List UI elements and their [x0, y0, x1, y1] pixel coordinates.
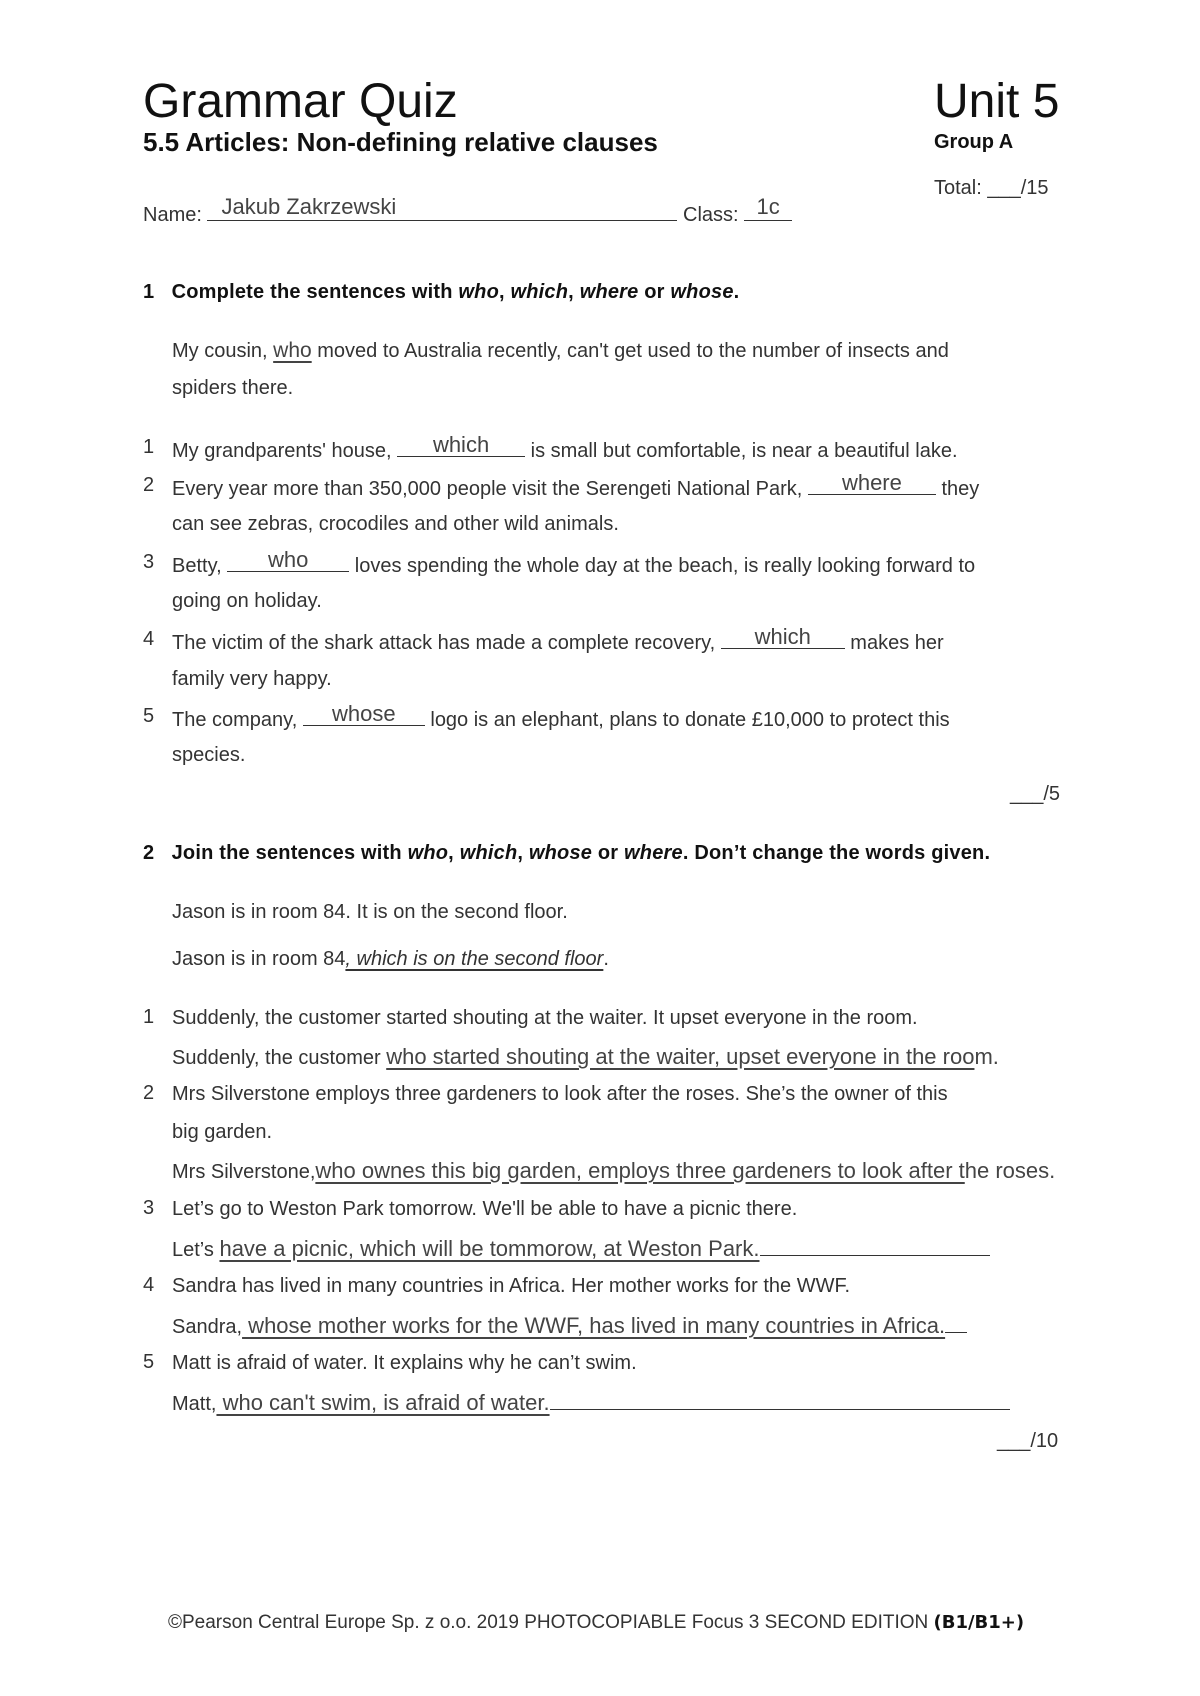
section1-number: 1 — [143, 281, 155, 303]
answer-blank-line — [760, 1235, 990, 1256]
class-label: Class: — [683, 204, 739, 226]
answer-value: who started shouting at the waiter, upset everyone in the roo — [386, 1044, 975, 1069]
footer — [168, 1612, 1024, 1634]
s1-item-5-line2: species. — [172, 744, 246, 766]
option-whose: whose — [670, 281, 734, 303]
separator: , — [448, 842, 460, 864]
s2-item-2-sentence-line2: big garden. — [172, 1121, 273, 1143]
option-where: where — [579, 281, 639, 303]
example-text: . — [603, 948, 609, 970]
answer-field[interactable] — [303, 700, 425, 726]
item-text: makes her — [844, 632, 944, 654]
prompt-text: Mrs Silverstone, — [172, 1161, 316, 1183]
answer-field[interactable] — [216, 1390, 549, 1415]
item-text: The victim of the shark attack has made a complete recovery, — [172, 632, 721, 654]
instruction-text: Join the sentences with — [171, 842, 408, 864]
answer-field[interactable] — [397, 431, 525, 457]
answer-field[interactable] — [808, 469, 936, 495]
answer-blank-line — [550, 1389, 1010, 1410]
answer-field[interactable] — [219, 1236, 759, 1261]
item-number: 1 — [143, 1006, 155, 1028]
name-value: Jakub Zakrzewski — [221, 193, 397, 219]
item-text: loves spending the whole day at the beach, is really looking forward to — [349, 555, 976, 577]
section2-score: ___/10 — [997, 1430, 1059, 1452]
separator: , — [517, 842, 529, 864]
s2-item-3-sentence: Let’s go to Weston Park tomorrow. We'll be able to have a picnic there. — [172, 1198, 798, 1220]
total-score: Total: ___/15 — [934, 177, 1049, 199]
answer-field[interactable] — [386, 1044, 974, 1069]
instruction-text: Complete the sentences with — [171, 281, 459, 303]
item-text: Betty, — [172, 555, 228, 577]
item-number: 3 — [143, 1197, 155, 1219]
answer-value: whose — [332, 700, 396, 726]
item-text: they — [935, 478, 980, 500]
item-text: is small but comfortable, is near a beautiful lake. — [525, 440, 958, 462]
answer-blank-line — [945, 1312, 967, 1333]
answer-value: who ownes this big garden, employs three gardeners to look after t — [315, 1158, 965, 1183]
group-label: Group A — [934, 131, 1014, 153]
option-which: which — [510, 281, 569, 303]
class-field[interactable] — [744, 193, 792, 221]
option-where: where — [624, 842, 683, 864]
s2-item-5-sentence: Matt is afraid of water. It explains why he can’t swim. — [172, 1352, 637, 1374]
item-number: 3 — [143, 551, 155, 573]
footer-copyright: ©Pearson Central Europe Sp. z o.o. 2019 PHOTOCOPIABLE Focus 3 SECOND EDITION — [168, 1612, 934, 1633]
option-which: which — [459, 842, 518, 864]
s2-item-4-answer-row — [172, 1312, 967, 1339]
s2-item-2-answer-row — [172, 1158, 1055, 1184]
answer-value: where — [841, 469, 902, 495]
item-number: 5 — [143, 1351, 155, 1373]
example-answer: who — [273, 339, 312, 362]
name-label: Name: — [143, 204, 202, 226]
prompt-text: Let’s — [172, 1239, 220, 1261]
item-text: The company, — [172, 709, 303, 731]
section2-example-line1: Jason is in room 84. It is on the second floor. — [172, 901, 568, 923]
option-who: who — [458, 281, 499, 303]
s1-item-2 — [172, 469, 980, 501]
example-text: moved to Australia recently, can't get used to the number of insects and — [311, 340, 949, 362]
item-text: Every year more than 350,000 people visit the Serengeti National Park, — [172, 478, 808, 500]
section2-instruction — [143, 842, 990, 865]
separator: . — [733, 281, 740, 303]
separator: , — [498, 281, 511, 303]
item-number: 2 — [143, 474, 155, 496]
option-whose: whose — [528, 842, 593, 864]
footer-level: (B1/B1+) — [933, 1612, 1025, 1633]
section2-example-line2 — [172, 947, 609, 971]
s1-item-4-line2: family very happy. — [172, 668, 332, 690]
name-field[interactable] — [207, 193, 677, 221]
item-number: 1 — [143, 436, 155, 458]
s2-item-5-answer-row — [172, 1389, 1010, 1416]
answer-tail: m. — [974, 1044, 999, 1069]
s1-item-3 — [172, 546, 976, 578]
separator: , — [568, 281, 580, 303]
answer-field[interactable] — [227, 546, 349, 572]
s2-item-1-answer-row — [172, 1044, 999, 1070]
prompt-text: Matt, — [172, 1393, 217, 1415]
page-subtitle: 5.5 Articles: Non-defining relative clauses — [143, 127, 658, 157]
example-text: Jason is in room 84 — [172, 948, 346, 970]
s2-item-4-sentence: Sandra has lived in many countries in Africa. Her mother works for the WWF. — [172, 1275, 851, 1297]
answer-value: which — [432, 431, 490, 457]
answer-field[interactable] — [721, 623, 845, 649]
answer-value: have a picnic, which will be tommorow, at Weston Park. — [219, 1236, 760, 1261]
s1-item-1 — [172, 431, 958, 463]
class-value: 1c — [756, 193, 780, 219]
item-text: My grandparents' house, — [172, 440, 398, 462]
section2-number: 2 — [143, 842, 155, 864]
item-number: 2 — [143, 1082, 155, 1104]
separator: or — [638, 281, 671, 303]
section1-instruction — [143, 281, 739, 304]
answer-value: which — [754, 623, 811, 649]
item-number: 5 — [143, 705, 155, 727]
answer-value: whose mother works for the WWF, has lived in many countries in Africa. — [242, 1313, 946, 1338]
s2-item-1-sentence: Suddenly, the customer started shouting at the waiter. It upset everyone in the room. — [172, 1007, 918, 1029]
section1-example-line2: spiders there. — [172, 377, 294, 399]
example-text: My cousin, — [172, 340, 274, 362]
s2-item-2-sentence: Mrs Silverstone employs three gardeners to look after the roses. She’s the owner of this — [172, 1083, 948, 1105]
prompt-text: Sandra, — [172, 1316, 243, 1338]
section1-example-line1 — [172, 338, 949, 363]
name-row — [143, 193, 792, 227]
answer-field[interactable] — [242, 1313, 945, 1338]
s1-item-5 — [172, 700, 950, 732]
instruction-text: . Don’t change the words given. — [682, 842, 991, 864]
separator: or — [592, 842, 625, 864]
prompt-text: Suddenly, the customer — [172, 1047, 387, 1069]
unit-label: Unit 5 — [934, 75, 1060, 128]
s2-item-3-answer-row — [172, 1235, 990, 1262]
answer-field[interactable] — [315, 1158, 964, 1183]
section1-score: ___/5 — [1010, 783, 1061, 805]
answer-value: who — [268, 546, 309, 572]
example-answer: , which is on the second floor — [345, 948, 604, 970]
page-title: Grammar Quiz — [143, 75, 458, 128]
item-text: logo is an elephant, plans to donate £10,000 to protect this — [424, 709, 950, 731]
s1-item-4 — [172, 623, 944, 655]
item-number: 4 — [143, 1274, 155, 1296]
s1-item-2-line2: can see zebras, crocodiles and other wild animals. — [172, 513, 619, 535]
answer-value: who can't swim, is afraid of water. — [216, 1390, 550, 1415]
item-number: 4 — [143, 628, 155, 650]
answer-tail: he roses. — [964, 1158, 1056, 1183]
option-who: who — [407, 842, 449, 864]
s1-item-3-line2: going on holiday. — [172, 590, 322, 612]
